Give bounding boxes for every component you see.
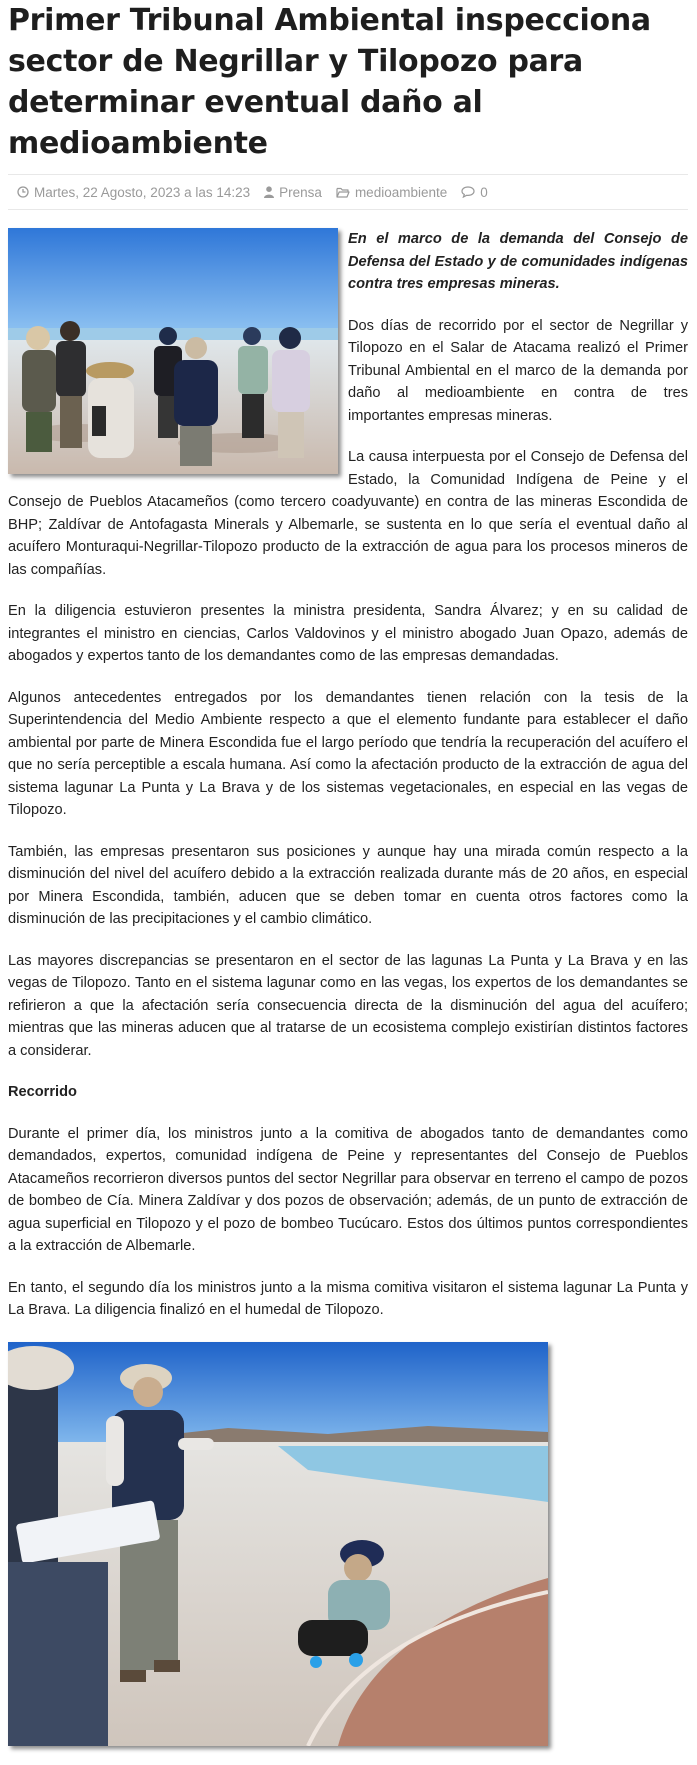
folder-icon [336,187,350,198]
article-paragraph-1: Dos días de recorrido por el sector de Negrillar y Tilopozo en el Salar de Atacama realizó el Primer Tribunal Ambiental en el marco de la demanda por daño al medioambiente en contra de tres importantes empresas mineras. [348,317,688,424]
article-paragraph-3: En la diligencia estuvieron presentes la ministra presidenta, Sandra Álvarez; y en su calidad de integrantes el ministro en ciencias, Carlos Valdovinos y el ministro abogado Juan Opazo, además de abogados y expertos tanto de los demandantes como de las empresas demandadas. [8,603,688,664]
post-date-text: Martes, 22 Agosto, 2023 a las 14:23 [34,184,251,200]
post-author-link[interactable]: Prensa [279,184,322,200]
post-date [17,185,250,200]
user-icon [264,186,274,198]
post-comments[interactable] [461,185,488,200]
article-paragraph-6: Las mayores discrepancias se presentaron en el sector de las lagunas La Punta y La Brava y en las vegas de Tilopozo. Tanto en el sistema lagunar como en las vegas, los expertos de los demandantes se refirieron a que la afectación sería consecuencia directa de la disminución del agua del acuífero; mientras que las mineras aducen que al tratarse de un ecosistema complejo existirían distintos factores a considerar. [8,952,688,1059]
article [8,0,688,1746]
article-paragraph-5: También, las empresas presentaron sus posiciones y aunque hay una mirada común respecto a la disminución del nivel del acuífero debido a la extracción realizada durante más de 20 años, en especial por Minera Escondida, también, aducen que se deben tomar en cuenta otros factores como la disminución de las precipitaciones y el cambio climático. [8,843,688,927]
article-body [8,228,688,1746]
clock-icon [17,186,29,198]
comment-icon [461,186,475,198]
article-paragraph-2: La causa interpuesta por el Consejo de Defensa del Estado, la Comunidad Indígena de Peine y el Consejo de Pueblos Atacameños (como tercero coadyuvante) en contra de las mineras Escondida de BHP; Zaldívar de Antofagasta Minerals y Albemarle, se sustenta en lo que sería el eventual daño al acuífero Monturaqui-Negrillar-Tilopozo producto de la extracción de agua para los procesos mineros de las compañías. [8,449,688,578]
post-meta [8,174,688,210]
article-paragraph-8: En tanto, el segundo día los ministros junto a la misma comitiva visitaron el sistema lagunar La Punta y La Brava. La diligencia finalizó en el humedal de Tilopozo. [8,1279,688,1318]
article-title: Primer Tribunal Ambiental inspecciona sector de Negrillar y Tilopozo para determinar eventual daño al medioambiente [8,3,651,161]
article-paragraph-4: Algunos antecedentes entregados por los demandantes tienen relación con la tesis de la Superintendencia del Medio Ambiente respecto a que el elemento fundante para establecer el daño ambiental por parte de Minera Escondida fue el largo período que tendría la recuperación del acuífero el que no sería perceptible a escala humana. Así como la afectación producto de la extracción de agua del sistema lagunar La Punta y La Brava y de los sistemas vegetacionales, en especial en las vegas de Tilopozo. [8,689,688,818]
post-category-link[interactable]: medioambiente [354,184,448,200]
article-photo-inspection-group [8,228,338,474]
post-category[interactable] [336,185,447,200]
post-author[interactable] [264,185,322,200]
article-subheading: Recorrido [8,1084,77,1100]
article-photo-salt-flat [8,1342,548,1746]
article-paragraph-7: Durante el primer día, los ministros junto a la comitiva de abogados tanto de demandantes como demandados, expertos, comunidad indígena de Peine y representantes del Consejo de Pueblos Atacameños recorrieron diversos puntos del sector Negrillar para observar en terreno el campo de pozos de bombeo de Cía. Minera Zaldívar y dos pozos de observación; además, de un punto de extracción de agua superficial en Tilopozo y el pozo de bombeo Tucúcaro. Estos dos últimos puntos correspondientes a la extracción de Albemarle. [8,1125,688,1254]
article-lead: En el marco de la demanda del Consejo de Defensa del Estado y de comunidades indígenas contra tres empresas mineras. [348,231,688,292]
post-comments-count[interactable]: 0 [480,184,488,200]
